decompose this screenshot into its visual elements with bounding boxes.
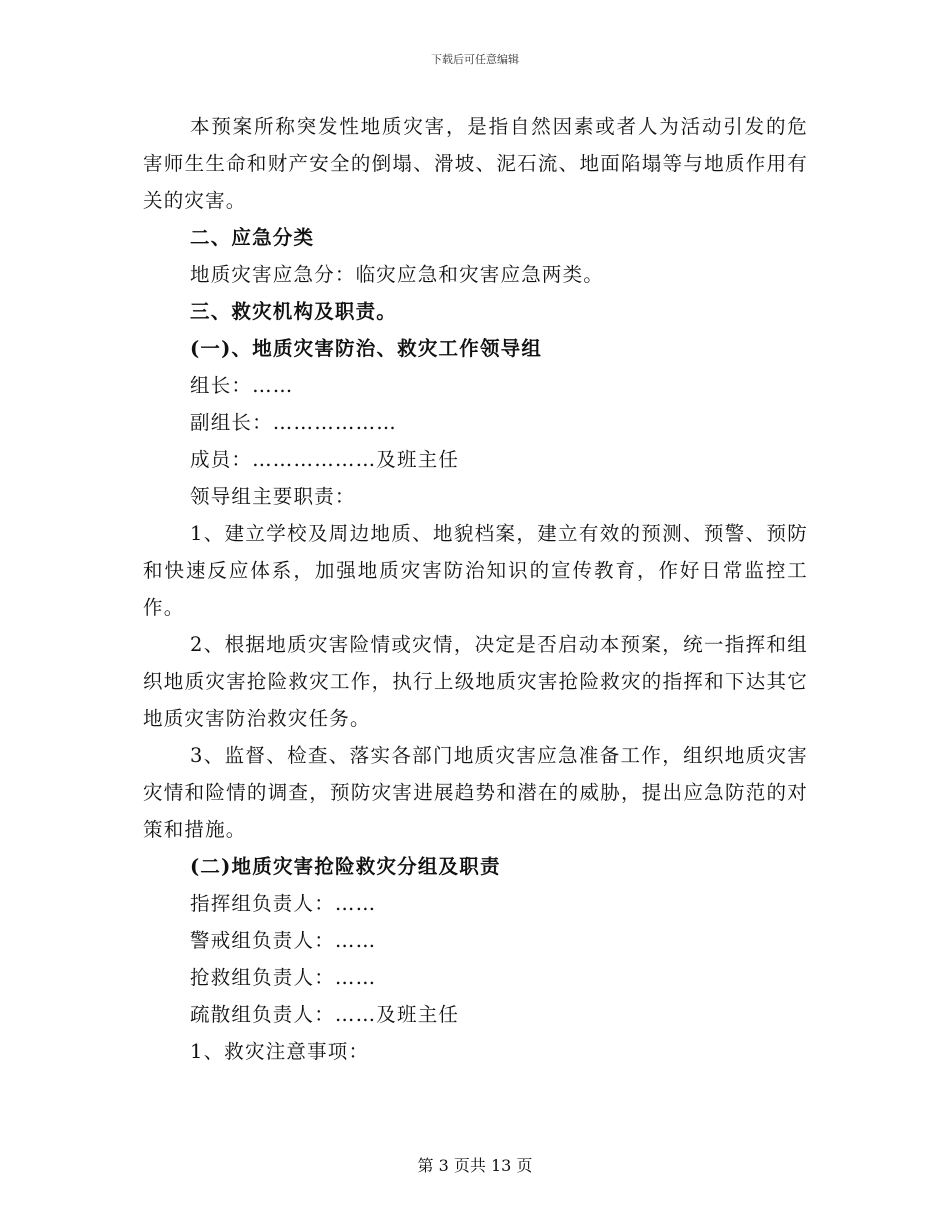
paragraph-rescue-notes: 1、救灾注意事项：: [190, 1040, 370, 1063]
paragraph-leadership-duties: 领导组主要职责：: [190, 485, 356, 508]
paragraph-definition: 本预案所称突发性地质灾害，是指自然因素或者人为活动引发的危害师生生命和财产安全的倒塌、滑坡、泥石流、地面陷塌等与地质作用有关的灾害。: [143, 115, 808, 212]
heading-rescue-organization: 三、救灾机构及职责。: [190, 300, 398, 323]
paragraph-alert-group: 警戒组负责人：……: [190, 929, 377, 952]
paragraph-duty-1: 1、建立学校及周边地质、地貌档案，建立有效的预测、预警、预防和快速反应体系，加强地质灾害防治知识的宣传教育，作好日常监控工作。: [143, 522, 808, 619]
subheading-leadership-group: (一)、地质灾害防治、救灾工作领导组: [190, 337, 543, 360]
page-footer: 第 3 页共 13 页: [417, 1156, 533, 1175]
subheading-rescue-groups: (二)地质灾害抢险救灾分组及职责: [190, 855, 501, 878]
paragraph-members: 成员：………………及班主任: [190, 448, 460, 471]
paragraph-duty-2: 2、根据地质灾害险情或灾情，决定是否启动本预案，统一指挥和组织地质灾害抢险救灾工作，执行上级地质灾害抢险救灾的指挥和下达其它地质灾害防治救灾任务。: [143, 633, 808, 730]
paragraph-group-leader: 组长：……: [190, 374, 294, 397]
paragraph-evacuation-group: 疏散组负责人：……及班主任: [190, 1003, 460, 1026]
document-body: [143, 108, 808, 1070]
page-header: 下载后可任意编辑: [431, 53, 519, 66]
paragraph-deputy-leader: 副组长：………………: [190, 411, 398, 434]
paragraph-command-group: 指挥组负责人：……: [190, 892, 377, 915]
paragraph-duty-3: 3、监督、检查、落实各部门地质灾害应急准备工作，组织地质灾害灾情和险情的调查，预防灾害进展趋势和潜在的威胁，提出应急防范的对策和措施。: [143, 744, 808, 841]
paragraph-classification: 地质灾害应急分：临灾应急和灾害应急两类。: [190, 263, 605, 286]
heading-emergency-classification: 二、应急分类: [190, 226, 315, 249]
paragraph-rescue-group: 抢救组负责人：……: [190, 966, 377, 989]
